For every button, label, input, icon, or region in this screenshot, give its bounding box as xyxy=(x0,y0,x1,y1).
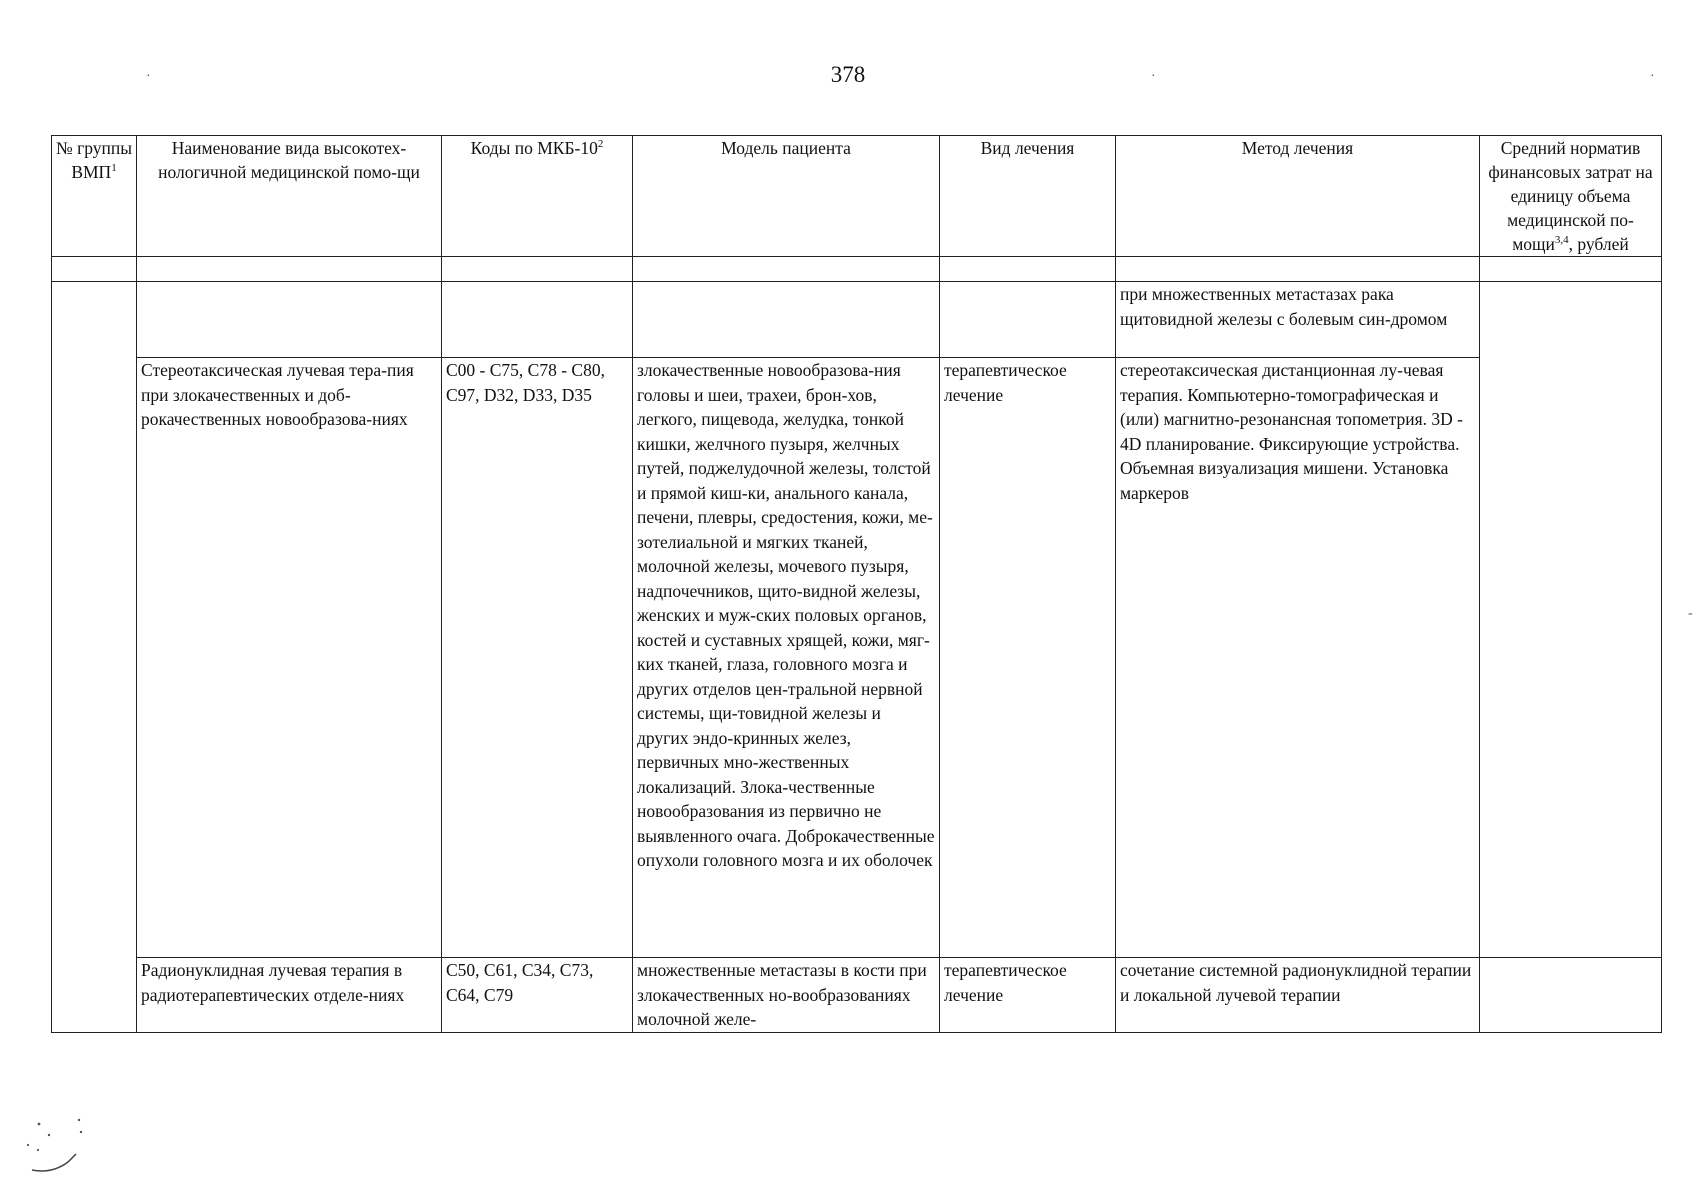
scan-speck: · xyxy=(1650,69,1655,84)
cell-model: множественные метастазы в кости при злокачественных но-вообразованиях молочной желе- xyxy=(633,958,940,1033)
header-cost: Средний норматив финансовых затрат на единицу объема медицинской по-мощи$^{3,4}$, рублей xyxy=(1480,136,1662,257)
header-codes: Коды по МКБ-$10^2$ xyxy=(442,136,633,257)
cell-cost xyxy=(1480,958,1662,1033)
header-spacer-row xyxy=(52,257,1662,282)
cell-codes: C00 - C75, C78 - C80, C97, D32, D33, D35 xyxy=(442,358,633,958)
table-header-row xyxy=(52,136,1662,257)
cell-model: злокачественные новообразова-ния головы и шеи, трахеи, брон-хов, легкого, пищевода, желудка, тонкой кишки, желчного пузыря, желчных путей, поджелудочной железы, толстой и прямой киш-ки, анального канала, печени, плевры, средостения, кожи, ме-зотелиальной и мягких тканей, молочной железы, мочевого пузыря, надпочечников, щито-видной железы, женских и муж-ских половых органов, костей и суставных хрящей, кожи, мяг-ких тканей, глаза, головного мозга и других отделов цен-тральной нервной системы, щи-товидной железы и других эндо-кринных желез, первичных мно-жественных локализаций. Злока-чественные новообразования из первично не выявленного очага. Доброкачественные опухоли головного мозга и их оболочек xyxy=(633,358,940,958)
scan-speck: · xyxy=(146,69,151,84)
cell-name xyxy=(137,282,442,358)
page-number: 378 xyxy=(830,62,866,87)
cell-codes xyxy=(442,282,633,358)
header-method: Метод лечения xyxy=(1116,136,1480,257)
cell-cost xyxy=(1480,282,1662,958)
cell-treatment-type: терапевтическое лечение xyxy=(940,958,1116,1033)
scan-speck: - xyxy=(1688,606,1693,621)
cell-treatment-type xyxy=(940,282,1116,358)
header-treatment-type: Вид лечения xyxy=(940,136,1116,257)
cell-codes: C50, C61, C34, C73, C64, C79 xyxy=(442,958,633,1033)
scan-speck: · xyxy=(1151,69,1156,84)
cell-name: Стереотаксическая лучевая тера-пия при злокачественных и доб-рокачественных новообразова-ниях xyxy=(137,358,442,958)
cell-group xyxy=(52,282,137,1033)
header-name: Наименование вида высокотех-нологичной медицинской помо-щи xyxy=(137,136,442,257)
cell-name: Радионуклидная лучевая терапия в радиотерапевтических отделе-ниях xyxy=(137,958,442,1033)
cell-method: сочетание системной радионуклидной терапии и локальной лучевой терапии xyxy=(1116,958,1480,1033)
header-model: Модель пациента xyxy=(633,136,940,257)
scan-scribble xyxy=(18,1108,98,1180)
header-group-no: № группы ВМП$^1$ xyxy=(52,136,137,257)
cell-treatment-type: терапевтическое лечение xyxy=(940,358,1116,958)
procedures-table xyxy=(51,135,1662,1033)
cell-method: стереотаксическая дистанционная лу-чевая терапия. Компьютерно-томографическая и (или) магнитно-резонансная топометрия. 3D - 4D планирование. Фиксирующие устройства. Объемная визуализация мишени. Установка маркеров xyxy=(1116,358,1480,958)
cell-method: при множественных метастазах рака щитовидной железы с болевым син-дромом xyxy=(1116,282,1480,358)
table-row xyxy=(52,958,1662,1033)
table-row xyxy=(52,358,1662,958)
table-row xyxy=(52,282,1662,358)
cell-model xyxy=(633,282,940,358)
